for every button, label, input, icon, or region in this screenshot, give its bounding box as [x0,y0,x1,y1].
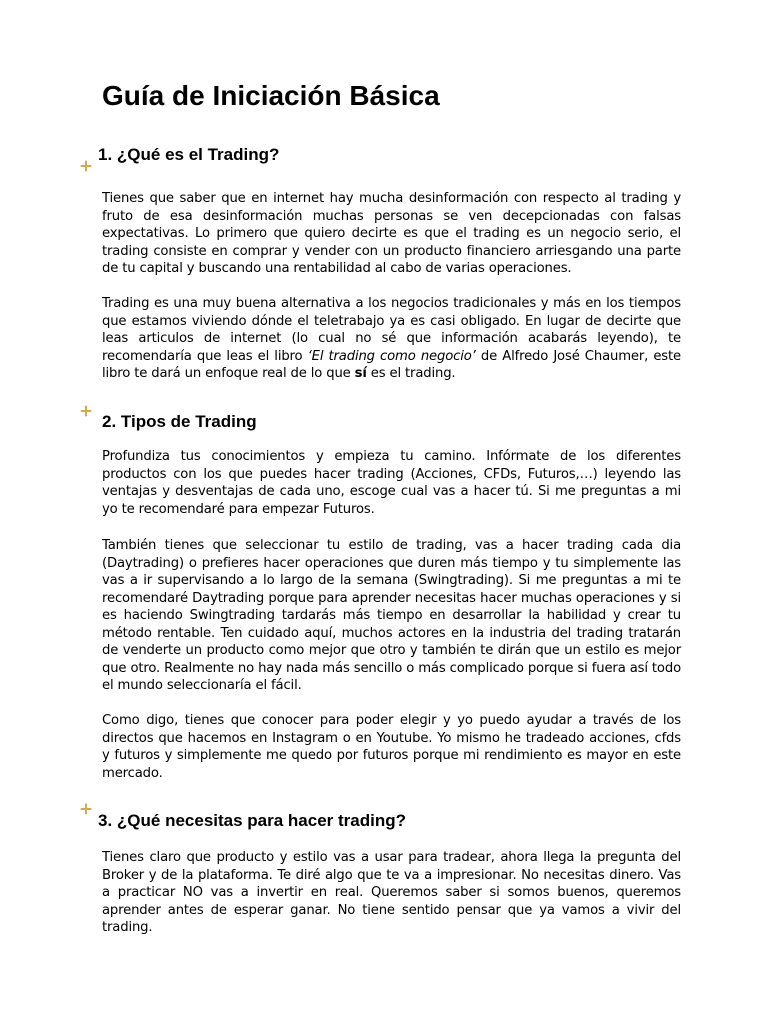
emphasis-text: sí [354,366,367,381]
paragraph: También tienes que seleccionar tu estilo de trading, vas a hacer trading cada dia (Daytrading) o prefieres hacer operaciones que duren más tiempo y tu simplemente las vas a ir supervisando a lo largo de la semana (Swingtrading). Si me preguntas a mi te recomendaré Daytrading porque para aprender necesitas hacer muchas operaciones y si es haciendo Swingtrading tardarás más tiempo en desarrollar la habilidad y crear tu método rentable. Ten cuidado aquí, muchos actores en la industria del trading tratarán de venderte un producto como mejor que otro y también te dirán que un estilo es mejor que otro. Realmente no hay nada más sencillo o más complicado porque si fuera así todo el mundo seleccionaría el fácil. [102,538,681,693]
paragraph: Tienes que saber que en internet hay mucha desinformación con respecto al trading y fruto de esa desinformación muchas personas se ven decepcionadas con falsas expectativas. Lo primero que quiero decirte es que el trading es un negocio serio, el trading consiste en comprar y vender con un producto financiero arriesgando una parte de tu capital y buscando una rentabilidad al cabo de varias operaciones. [102,191,681,276]
paragraph: Profundiza tus conocimientos y empieza tu camino. Infórmate de los diferentes productos con los que puedes hacer trading (Acciones, CFDs, Futuros,…) leyendo las ventajas y desventajas de cada uno, escoge cual vas a hacer tú. Si me preguntas a mi yo te recomendaré para empezar Futuros. [102,449,681,517]
plus-icon [80,160,92,172]
document-title: Guía de Iniciación Básica [102,80,440,111]
paragraph-text: Trading es una muy buena alternativa a los negocios tradicionales y más en los tiempos que estamos viviendo dónde el teletrabajo ya es casi obligado. En lugar de decirte que leas articulos de internet (lo cual no sé que información acabarás leyendo), te recomendaría que leas el libro [102,296,681,364]
paragraph-text: es el trading. [366,366,456,381]
book-title: ‘El trading como negocio’ [307,348,476,364]
section-heading: 2. Tipos de Trading [102,412,257,431]
plus-icon [80,405,92,417]
paragraph [102,295,681,383]
paragraph-text: de Alfredo José Chaumer, este libro te dará un enfoque real de lo que [102,348,682,381]
section-heading: 1. ¿Qué es el Trading? [98,145,280,164]
plus-icon [80,803,92,815]
paragraph: Como digo, tienes que conocer para poder elegir y yo puedo ayudar a través de los directos que hacemos en Instagram o en Youtube. Yo mismo he tradeado acciones, cfds y futuros y simplemente me quedo por futuros porque mi rendimiento es mayor en este mercado. [102,713,681,781]
section-heading: 3. ¿Qué necesitas para hacer trading? [98,811,407,830]
paragraph: Tienes claro que producto y estilo vas a usar para tradear, ahora llega la pregunta del Broker y de la plataforma. Te diré algo que te va a impresionar. No necesitas dinero. Vas a practicar NO vas a invertir en real. Queremos saber si somos buenos, queremos aprender antes de esperar ganar. No tiene sentido pensar que ya vamos a vivir del trading. [102,850,681,935]
